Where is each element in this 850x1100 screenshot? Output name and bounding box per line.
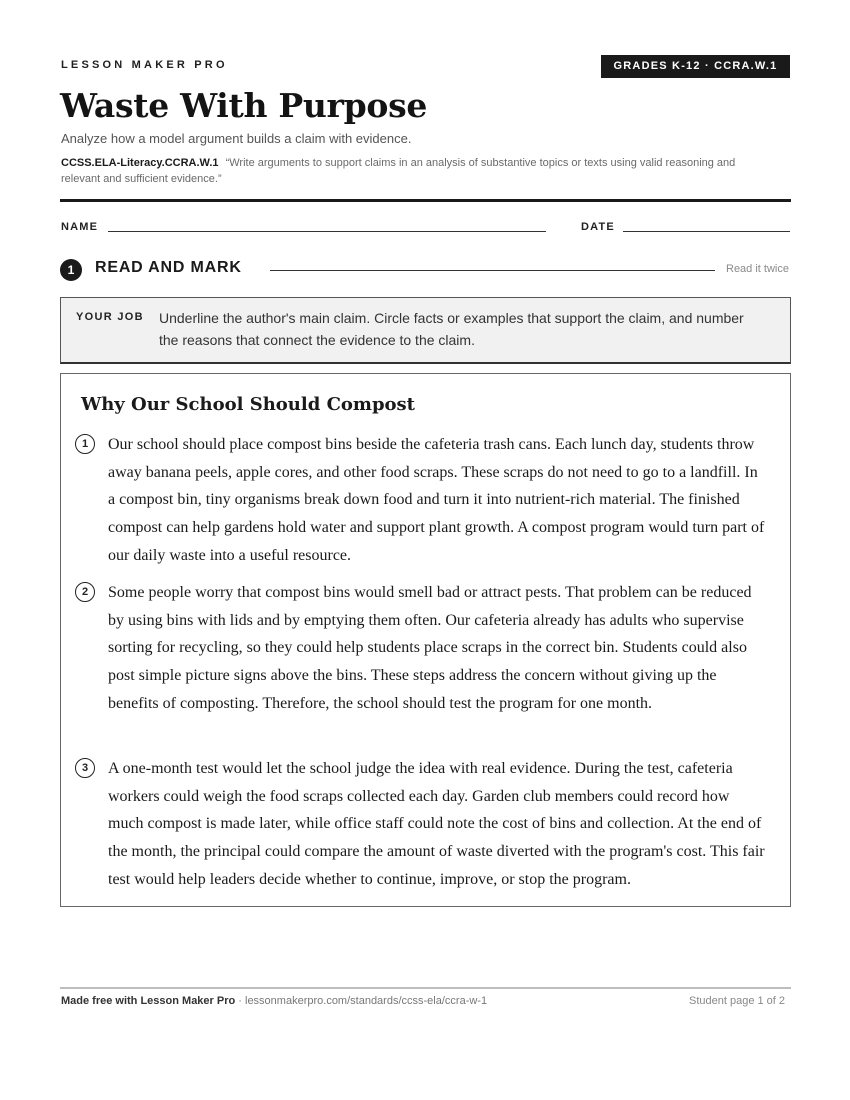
paragraph-number: 1 [75, 434, 95, 454]
section-title: READ AND MARK [95, 259, 242, 276]
page-subtitle: Analyze how a model argument builds a claim with evidence. [61, 131, 412, 146]
standard-description [61, 155, 773, 187]
footer-url-link[interactable]: lessonmakerpro.com/standards/ccss-ela/ccra-w-1 [245, 995, 488, 1007]
paragraph-text: Some people worry that compost bins would smell bad or attract pests. That problem can be reduced by using bins with lids and by emptying them often. Our cafeteria already has adults who supervise sorting for recycling, so they could help students place scraps in the correct bin. Students could also post simple picture signs above the bins. These steps address the concern without giving up the benefits of composting. Therefore, the school should test the program for one month. [108, 584, 752, 712]
paragraph-number: 3 [75, 758, 95, 778]
date-label: DATE [581, 221, 615, 233]
section-note: Read it twice [726, 263, 789, 275]
footer-page-number: Student page 1 of 2 [689, 995, 786, 1007]
brand-name: LESSON MAKER PRO [61, 59, 228, 71]
grade-standard-badge: GRADES K-12 · CCRA.W.1 [601, 55, 790, 78]
section-divider [270, 270, 715, 271]
name-field-line[interactable] [108, 231, 546, 232]
instructions-label: YOUR JOB [76, 311, 144, 323]
header-divider [60, 199, 791, 202]
footer-separator: · [235, 995, 245, 1007]
footer-credit [61, 995, 487, 1007]
page-title: Waste With Purpose [60, 86, 428, 125]
article-passage [60, 373, 791, 907]
standard-text: “Write arguments to support claims in an analysis of substantive topics or texts using valid reasoning and relevant and sufficient evidence.” [61, 157, 736, 185]
instructions-box [60, 297, 791, 364]
section-number-badge: 1 [60, 259, 82, 281]
paragraph-text: A one-month test would let the school judge the idea with real evidence. During the test, cafeteria workers could weigh the food scraps collected each day. Garden club members could record how much compost is made later, while office staff could note the cost of bins and collection. At the end of the month, the principal could compare the amount of waste diverted with the program's cost. This fair test would help leaders decide whether to continue, improve, or stop the program. [108, 760, 765, 888]
standard-code: CCSS.ELA-Literacy.CCRA.W.1 [61, 157, 219, 169]
name-label: NAME [61, 221, 99, 233]
footer-made-with: Made free with Lesson Maker Pro [61, 995, 236, 1007]
paragraph-text: Our school should place compost bins beside the cafeteria trash cans. Each lunch day, students throw away banana peels, apple cores, and other food scraps. These scraps do not need to go to a landfill. In a compost bin, tiny organisms break down food and turn it into nutrient-rich material. The finished compost can help gardens hold water and support plant growth. A compost program would turn part of our daily waste into a useful resource. [108, 436, 765, 564]
instructions-text: Underline the author's main claim. Circle facts or examples that support the claim, and number the reasons that connect the evidence to the claim. [159, 310, 744, 348]
footer-divider [60, 987, 791, 989]
article-title: Why Our School Should Compost [81, 394, 415, 415]
date-field-line[interactable] [623, 231, 790, 232]
paragraph-number: 2 [75, 582, 95, 602]
